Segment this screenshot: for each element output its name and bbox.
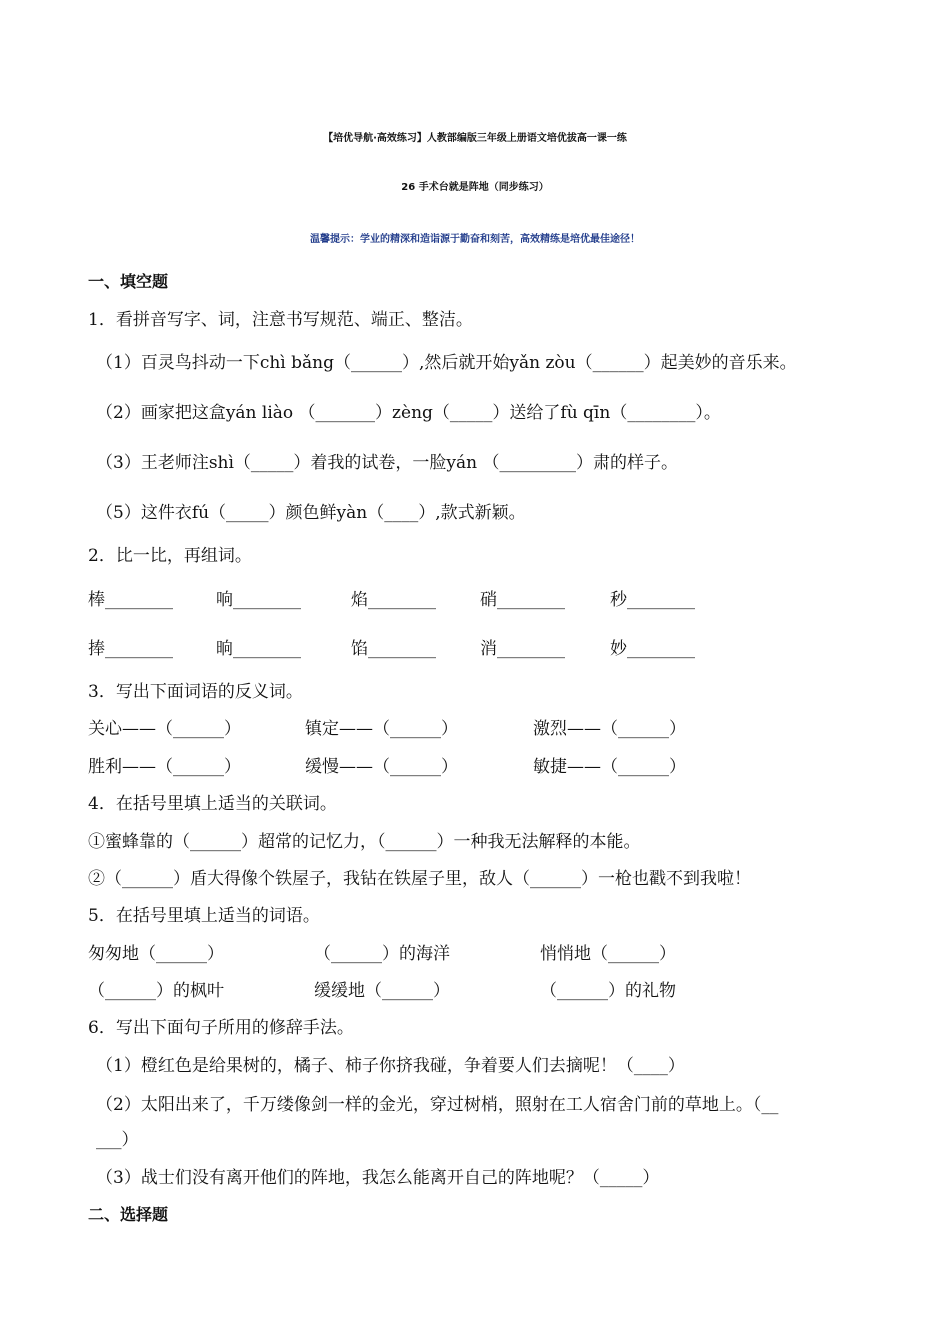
question-6-item-2: （2）太阳出来了，千万缕像剑一样的金光，穿过树梢，照射在工人宿舍门前的草地上。（__	[96, 1095, 779, 1115]
question-4-stem: 4．在括号里填上适当的关联词。	[88, 794, 337, 814]
antonym-cell: 镇定——（______）	[305, 719, 458, 739]
antonym-cell: 胜利——（______）	[88, 757, 241, 777]
question-1-stem: 1．看拼音写字、词，注意书写规范、端正、整洁。	[88, 310, 473, 330]
question-6-item-3: （3）战士们没有离开他们的阵地，我怎么能离开自己的阵地呢？（_____）	[96, 1168, 660, 1188]
tip-banner: 温馨提示：学业的精深和造诣源于勤奋和刻苦，高效精练是培优最佳途径！	[310, 234, 640, 245]
word-pair-cell: 硝________	[480, 590, 565, 610]
word-pair-cell: 妙________	[610, 639, 695, 659]
phrase-cell: 匆匆地（______）	[88, 944, 224, 964]
question-1-item-1: （1）百灵鸟抖动一下chì bǎng（______）,然后就开始yǎn zòu（______）起美妙的音乐来。	[96, 353, 797, 373]
phrase-cell: （______）的枫叶	[88, 981, 224, 1001]
section-heading-multiple-choice: 二、选择题	[88, 1205, 169, 1224]
question-1-item-3: （3）王老师注shì（_____）着我的试卷，一脸yán （_________）肃的样子。	[96, 453, 679, 473]
word-pair-cell: 消________	[480, 639, 565, 659]
page-title: 【培优导航·高效练习】人教部编版三年级上册语文培优拔高一课一练	[323, 133, 627, 144]
question-5-stem: 5．在括号里填上适当的词语。	[88, 906, 320, 926]
phrase-cell: （______）的海洋	[314, 944, 450, 964]
antonym-cell: 激烈——（______）	[533, 719, 686, 739]
word-pair-cell: 焰________	[351, 590, 436, 610]
section-heading-fill-blank: 一、填空题	[88, 272, 169, 291]
word-pair-cell: 响________	[216, 590, 301, 610]
antonym-cell: 缓慢——（______）	[305, 757, 458, 777]
question-6-item-2-continued: ___）	[96, 1130, 139, 1150]
question-6-item-1: （1）橙红色是给果树的，橘子、柿子你挤我碰，争着要人们去摘呢！（____）	[96, 1056, 685, 1076]
word-pair-cell: 秒________	[610, 590, 695, 610]
question-2-stem: 2．比一比，再组词。	[88, 546, 252, 566]
question-1-item-4: （5）这件衣fú（_____）颜色鲜yàn（____）,款式新颖。	[96, 503, 526, 523]
antonym-cell: 关心——（______）	[88, 719, 241, 739]
word-pair-cell: 馅________	[351, 639, 436, 659]
question-3-stem: 3．写出下面词语的反义词。	[88, 682, 303, 702]
question-4-item-2: ②（______）盾大得像个铁屋子，我钻在铁屋子里，敌人（______）一枪也戳不到我啦！	[88, 869, 751, 889]
phrase-cell: 缓缓地（______）	[314, 981, 450, 1001]
phrase-cell: （______）的礼物	[540, 981, 676, 1001]
phrase-cell: 悄悄地（______）	[540, 944, 676, 964]
word-pair-cell: 捧________	[88, 639, 173, 659]
antonym-cell: 敏捷——（______）	[533, 757, 686, 777]
question-1-item-2: （2）画家把这盒yán liào （_______）zèng（_____）送给了fù qīn（________）。	[96, 403, 721, 423]
lesson-title: 26 手术台就是阵地（同步练习）	[401, 182, 549, 193]
word-pair-cell: 晌________	[216, 639, 301, 659]
word-pair-cell: 棒________	[88, 590, 173, 610]
question-6-stem: 6．写出下面句子所用的修辞手法。	[88, 1018, 354, 1038]
question-4-item-1: ①蜜蜂靠的（______）超常的记忆力，（______）一种我无法解释的本能。	[88, 832, 641, 852]
